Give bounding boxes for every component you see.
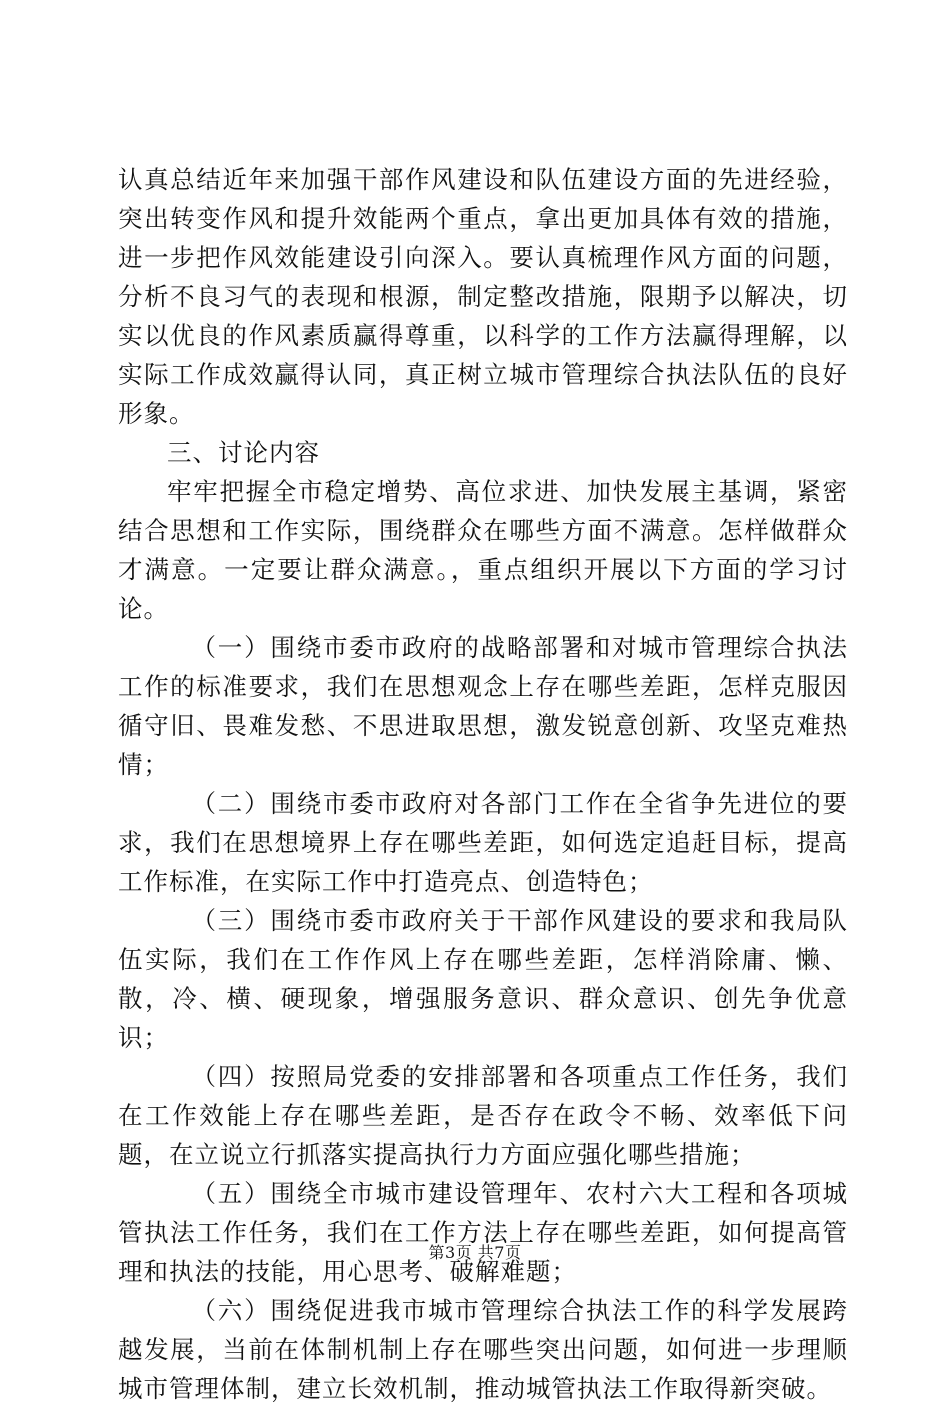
list-item-3: （三）围绕市委市政府关于干部作风建设的要求和我局队伍实际，我们在工作作风上存在哪些差距，怎样消除庸、懒、散，冷、横、硬现象，增强服务意识、群众意识、创先争优意识； (118, 906, 848, 1052)
paragraph-work-style-summary: 认真总结近年来加强干部作风建设和队伍建设方面的先进经验，突出转变作风和提升效能两个重点，拿出更加具体有效的措施，进一步把作风效能建设引向深入。要认真梳理作风方面的问题，分析不良习气的表现和根源，制定整改措施，限期予以解决，切实以优良的作风素质赢得尊重，以科学的工作方法赢得理解，以实际工作成效赢得认同，真正树立城市管理综合执法队伍的良好形象。 (118, 165, 848, 428)
list-item-2: （二）围绕市委市政府对各部门工作在全省争先进位的要求，我们在思想境界上存在哪些差距，如何选定追赶目标，提高工作标准，在实际工作中打造亮点、创造特色； (118, 789, 848, 896)
list-item-5: （五）围绕全市城市建设管理年、农村六大工程和各项城管执法工作任务，我们在工作方法上存在哪些差距，如何提高管理和执法的技能，用心思考、破解难题； (118, 1179, 848, 1286)
paragraph-discussion-intro: 牢牢把握全市稳定增势、高位求进、加快发展主基调，紧密结合思想和工作实际，围绕群众在哪些方面不满意。怎样做群众才满意。一定要让群众满意。，重点组织开展以下方面的学习讨论。 (118, 477, 848, 623)
list-item-4: （四）按照局党委的安排部署和各项重点工作任务，我们在工作效能上存在哪些差距，是否存在政令不畅、效率低下问题，在立说立行抓落实提高执行力方面应强化哪些措施； (118, 1062, 848, 1169)
section-heading-discussion: 三、讨论内容 (167, 438, 320, 467)
list-item-1: （一）围绕市委市政府的战略部署和对城市管理综合执法工作的标准要求，我们在思想观念上存在哪些差距，怎样克服因循守旧、畏难发愁、不思进取思想，激发锐意创新、攻坚克难热情； (118, 633, 848, 779)
list-item-6: （六）围绕促进我市城市管理综合执法工作的科学发展跨越发展，当前在体制机制上存在哪些突出问题，如何进一步理顺城市管理体制，建立长效机制，推动城管执法工作取得新突破。 (118, 1296, 848, 1403)
body-text (118, 160, 848, 1408)
page-number-footer: 第3页 共7页 (428, 1243, 522, 1262)
